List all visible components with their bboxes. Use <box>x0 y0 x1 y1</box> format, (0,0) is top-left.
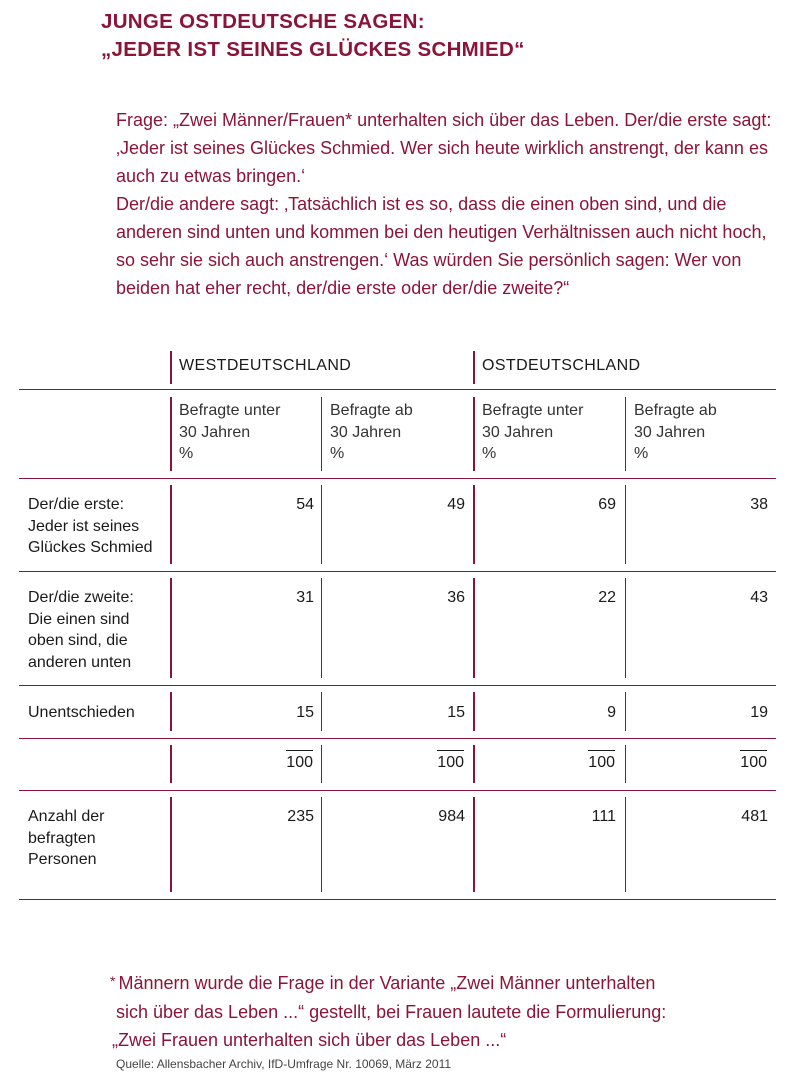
table-rule-row3 <box>19 738 776 739</box>
cell-value: 984 <box>438 808 465 825</box>
row-label-line: Glückes Schmied <box>28 539 153 556</box>
col-divider <box>625 578 626 678</box>
table-rule-row4 <box>19 790 776 791</box>
subheader-west-under30 <box>179 400 319 465</box>
row-label-line: Personen <box>28 851 97 868</box>
table-rule-header <box>19 389 776 390</box>
cell-value: 111 <box>591 808 616 825</box>
cell-value: 9 <box>607 704 616 721</box>
group-divider-west <box>170 351 172 384</box>
subheader-unit: % <box>634 445 649 462</box>
table-rule-subheader <box>19 478 776 479</box>
subheader-line: 30 Jahren <box>179 423 251 441</box>
row-label-line: Jeder ist seines <box>28 517 140 535</box>
col-divider <box>321 578 322 678</box>
cell-value: 38 <box>750 496 768 513</box>
footnote-text: Männern wurde die Frage in der Variante „Zwei Männer unterhalten <box>118 973 656 993</box>
cell-total <box>740 750 767 774</box>
page-title <box>101 8 791 64</box>
col-divider <box>473 397 475 471</box>
cell-value: 481 <box>741 808 768 825</box>
row-label-line: oben sind, die <box>28 632 128 649</box>
question-paragraph-2: Der/die andere sagt: ‚Tatsächlich ist es so, dass die einen oben sind, und die anderen sind unten und kommen bei den heutigen Verhältnissen auch nicht hoch, so sehr sie sich auch anstrengen.‘ Was würden Sie persönlich sagen: Wer von beiden hat eher recht, der/die erste oder der/die zweite?“ <box>116 194 767 298</box>
title-line-2: „JEDER IST SEINES GLÜCKES SCHMIED“ <box>101 38 525 61</box>
question-text <box>116 106 788 302</box>
subheader-line: 30 Jahren <box>482 423 554 441</box>
subheader-west-over30 <box>330 400 470 465</box>
cell-value: 31 <box>296 589 314 606</box>
cell-value: 43 <box>750 589 768 606</box>
group-header-east: OSTDEUTSCHLAND <box>482 357 641 374</box>
col-divider <box>473 485 475 564</box>
cell-value: 15 <box>296 704 314 721</box>
cell-value: 49 <box>447 496 465 513</box>
col-divider <box>625 745 626 783</box>
group-header-west: WESTDEUTSCHLAND <box>179 357 352 374</box>
subheader-east-under30 <box>482 400 622 465</box>
subheader-line: Befragte ab <box>330 402 413 419</box>
row-label-line: Unentschieden <box>28 704 135 721</box>
subheader-unit: % <box>179 445 194 462</box>
cell-value: 54 <box>296 496 314 513</box>
row-label-line: Anzahl der <box>28 808 105 825</box>
row-label-line: Der/die zweite: <box>28 589 134 606</box>
subheader-line: Befragte ab <box>634 402 717 419</box>
cell-total <box>437 750 464 774</box>
col-divider <box>170 485 172 564</box>
footnote-line-3: „Zwei Frauen unterhalten sich über das Leben ...“ <box>112 1030 507 1050</box>
row-label-undecided <box>28 702 168 724</box>
subheader-line: Befragte unter <box>482 402 584 419</box>
col-divider <box>473 692 475 731</box>
col-divider <box>473 578 475 678</box>
total-value: 100 <box>286 750 313 774</box>
col-divider <box>473 797 475 892</box>
subheader-line: 30 Jahren <box>330 423 402 441</box>
col-divider <box>170 397 172 471</box>
title-line-1: JUNGE OSTDEUTSCHE SAGEN: <box>101 10 425 33</box>
col-divider <box>625 485 626 564</box>
total-value: 100 <box>588 750 615 774</box>
col-divider <box>321 397 322 471</box>
col-divider <box>321 485 322 564</box>
row-label-second <box>28 587 168 673</box>
footnote <box>110 967 770 1055</box>
col-divider <box>625 397 626 471</box>
question-paragraph-1: Frage: „Zwei Männer/Frauen* unterhalten sich über das Leben. Der/die erste sagt: ‚Jeder ist seines Glückes Schmied. Wer sich heute wirklich anstrengt, der kann es auch zu etwas bringen.‘ <box>116 110 772 186</box>
row-label-line: befragten <box>28 829 96 847</box>
col-divider <box>321 692 322 731</box>
table-rule-row2 <box>19 685 776 686</box>
cell-total <box>588 750 615 774</box>
subheader-line: Befragte unter <box>179 402 281 419</box>
col-divider <box>170 745 172 783</box>
col-divider <box>625 797 626 892</box>
row-label-line: Die einen sind <box>28 610 130 628</box>
cell-value: 235 <box>287 808 314 825</box>
row-label-count <box>28 806 168 871</box>
cell-value: 36 <box>447 589 465 606</box>
row-label-first <box>28 494 168 559</box>
total-value: 100 <box>740 750 767 774</box>
col-divider <box>170 797 172 892</box>
cell-value: 19 <box>750 704 768 721</box>
cell-value: 69 <box>598 496 616 513</box>
row-label-line: Der/die erste: <box>28 496 125 513</box>
col-divider <box>321 745 322 783</box>
cell-value: 15 <box>447 704 465 721</box>
cell-total <box>286 750 313 774</box>
footnote-line-1 <box>110 967 770 998</box>
footnote-marker: * <box>110 973 116 989</box>
col-divider <box>321 797 322 892</box>
footnote-line-2: sich über das Leben ...“ gestellt, bei Frauen lautete die Formulierung: <box>116 1001 667 1022</box>
col-divider <box>473 745 475 783</box>
source-note: Quelle: Allensbacher Archiv, IfD-Umfrage Nr. 10069, März 2011 <box>116 1057 452 1071</box>
cell-value: 22 <box>598 589 616 606</box>
col-divider <box>170 578 172 678</box>
subheader-east-over30 <box>634 400 774 465</box>
row-label-line: anderen unten <box>28 653 132 671</box>
table-rule-bottom <box>19 899 776 900</box>
subheader-unit: % <box>330 445 345 462</box>
total-value: 100 <box>437 750 464 774</box>
group-divider-east <box>473 351 475 384</box>
subheader-line: 30 Jahren <box>634 423 706 441</box>
table-rule-row1 <box>19 571 776 572</box>
subheader-unit: % <box>482 445 497 462</box>
col-divider <box>625 692 626 731</box>
col-divider <box>170 692 172 731</box>
